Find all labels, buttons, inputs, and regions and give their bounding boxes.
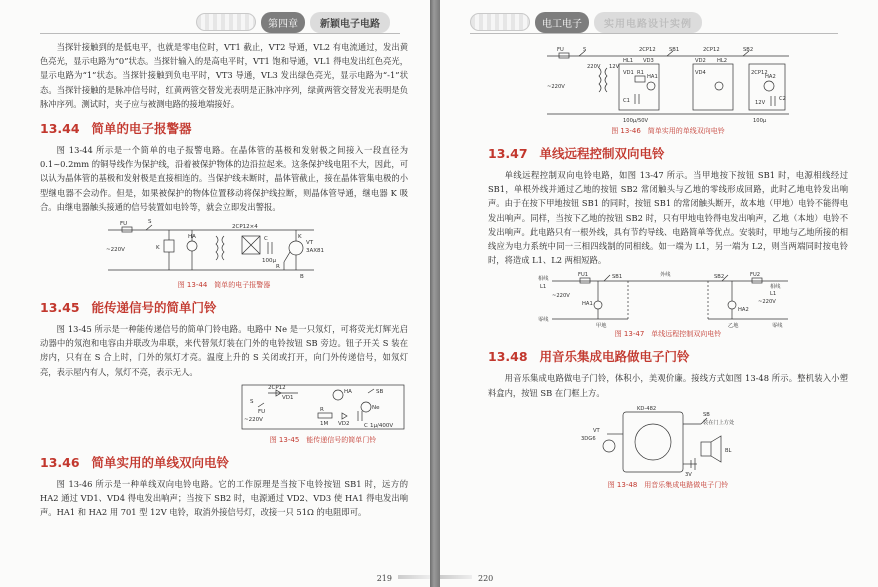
label-r: R [320, 406, 324, 413]
section-title: 用音乐集成电路做电子门铃 [539, 349, 690, 365]
label-bl: BL [725, 447, 732, 454]
section-number: 13.46 [40, 454, 80, 470]
label-c-value: 100μ [262, 258, 276, 265]
label-sb: SB [376, 388, 384, 395]
label-c2: C2 [779, 96, 786, 102]
label-outer-line: 外线 [660, 272, 671, 279]
label-sb2: SB2 [743, 47, 754, 53]
figure-13-47-caption: 图 13-47 单线远程控制双向电铃 [614, 330, 722, 339]
label-c: C [364, 422, 368, 429]
doorbell-circuit-diagram [238, 381, 408, 435]
section-13-45-text: 图 13-45 所示是一种能传递信号的简单门铃电路。电路中 Ne 是一只氖灯，可将荧光灯辉光启动器中的氖泡和电容由并联改为串联，来代替氖灯装在门外的电铃按钮 SB 旁边。钮子开关 S 装在房内，只有在 S 合上时，门外的氖灯才亮。温度上升的 S 关闭或打开，向门外传递信号，如氖灯亮，表示屋内有人，氖灯不亮，表示无人。 [40, 324, 408, 377]
figure-13-44 [104, 218, 344, 290]
label-fu1: FU1 [578, 272, 589, 279]
label-vd2: VD2 [695, 58, 706, 64]
label-fu2: FU2 [750, 272, 761, 279]
chapter-title: 新颖电子电路 [310, 12, 390, 33]
right-content [488, 40, 848, 563]
section-13-45-block [40, 322, 408, 379]
label-vd3: VD3 [643, 58, 654, 64]
label-hl1: HL1 [623, 58, 634, 64]
label-k: K [156, 245, 160, 252]
figure-13-45-caption: 图 13-45 能传递信号的简单门铃 [269, 435, 377, 444]
label-vd2: VD2 [338, 420, 350, 427]
label-s: S [250, 398, 254, 405]
figure-13-47 [538, 271, 798, 339]
label-ha1: HA1 [647, 74, 658, 80]
label-12v: 12V [609, 64, 620, 70]
header-rule [470, 33, 838, 34]
section-number: 13.48 [488, 349, 528, 365]
header-ornament [470, 13, 530, 31]
alarm-circuit-diagram [104, 218, 344, 280]
page-header-right [470, 10, 702, 34]
label-ha: HA [344, 388, 352, 395]
section-heading-13-44 [40, 119, 408, 137]
label-2cp12-3: 2CP12 [751, 70, 768, 76]
label-220v: ~220V [244, 416, 263, 423]
figure-13-46-caption: 图 13-46 简单实用的单线双向电铃 [611, 127, 725, 135]
label-c2-value: 100μ [753, 118, 767, 124]
label-ha1: HA1 [582, 301, 593, 308]
label-neutral-2: 零线 [772, 323, 783, 330]
label-l1: L1 [540, 284, 547, 291]
header-ornament [196, 13, 256, 31]
label-fu: FU [120, 221, 128, 228]
label-bridge: 2CP12×4 [232, 224, 258, 231]
label-220v: ~220V [106, 247, 125, 254]
label-vt: VT [593, 427, 600, 434]
label-ha2: HA2 [765, 74, 776, 80]
section-title: 简单实用的单线双向电铃 [91, 454, 230, 470]
section-number: 13.45 [40, 300, 80, 316]
page-turn-arrow-right [440, 575, 472, 579]
label-sb1: SB1 [612, 274, 623, 281]
label-site-b: 乙地 [728, 323, 739, 330]
book-title: 实用电路设计实例 [594, 12, 702, 33]
label-220v: ~220V [552, 293, 570, 300]
label-vd1: VD1 [282, 394, 294, 401]
label-vt-type: 3DG6 [581, 435, 596, 442]
label-vd1: VD1 [623, 70, 634, 76]
page-turn-arrow-left [398, 575, 430, 579]
section-13-47-text: 单线远程控制双向电铃电路，如图 13-47 所示。当甲地按下按钮 SB1 时，电源相线经过 SB1，单根外线并通过乙地的按钮 SB2 常闭触头与乙地的零线形成回路，此时乙地电铃发出响声。由于在按下甲地按钮 SB1 的同时，按钮 SB1 的常闭触头断开，故本地（甲地）电铃不能得电发出响声。同样，当按下乙地的按钮 SB2 时，只有甲地电铃得电发出响声，乙地（本地）电铃不发出响声。此电路只有一根外线，具有节约导线、电路简单等优点。安装时，甲地与乙地所接的相线应为电力系统中同一三相四线制的同相线。如一端为 L1，另一端为 L2，则当两端同时按电铃时，将造成 L1、L2 两相短路。 [488, 170, 848, 266]
label-hl2: HL2 [717, 58, 728, 64]
label-l1-2: L1 [770, 291, 777, 298]
label-c1: C1 [623, 98, 630, 104]
label-ne: Ne [372, 404, 380, 411]
section-heading-13-47 [488, 144, 848, 162]
section-13-48-text: 用音乐集成电路做电子门铃，体积小，美观价廉。接线方式如图 13-48 所示。整机装入小塑料盒内，按钮 SB 在门框上方。 [488, 373, 848, 398]
intro-paragraph: 当探针接触到的是低电平，也就是零电位时，VT1 截止，VT2 导通，VL2 有电流通过，发出黄色亮光，显示电路为“0”状态。当探针输入的是高电平时，VT1 饱和导通，VL1 得电发出红色亮光，显示电路为“1”状态。当探针接触到负电平时，VT3 导通，VL3 发出绿色亮光，显示电路为“-1”状态。当探针接触的是脉冲信号时，红黄两管交替发光表明是正脉冲序列，绿黄两管交替发光表明是负脉冲序列。测试时，夹子应与被测电路的接地端接好。 [40, 42, 408, 109]
book-spine [430, 0, 440, 587]
label-2cp12-1: 2CP12 [639, 47, 656, 53]
label-r: R [276, 264, 280, 271]
label-220v: ~220V [547, 84, 565, 90]
book-label: 电工电子 [535, 12, 589, 33]
label-fu: FU [258, 408, 266, 415]
label-12v-secondary: 12V [755, 100, 766, 106]
label-r1: R1 [637, 70, 644, 76]
label-sb-note: 装在门上方处 [703, 419, 735, 426]
section-number: 13.44 [40, 121, 80, 137]
left-page [0, 0, 430, 587]
label-ha: HA [188, 234, 196, 241]
label-k-contact: K [298, 234, 302, 241]
chapter-label: 第四章 [261, 12, 305, 33]
label-c-value: 1μ/400V [370, 422, 394, 429]
label-sb1: SB1 [669, 47, 680, 53]
label-phase-line-2: 相线 [770, 284, 781, 291]
header-rule [40, 33, 400, 34]
page-header-left [196, 10, 390, 34]
label-site-a: 甲地 [596, 323, 607, 330]
label-vt-type: 3AX81 [306, 248, 325, 255]
section-13-44-text: 图 13-44 所示是一个简单的电子报警电路。在晶体管的基极和发射极之间接入一段直径为 0.1~0.2mm 的铜导线作为保护线，沿着被保护物体的边沿拉起来。这条保护线电阻不大，因此，可以认为晶体管的基极和发射极是直接相连的。当保护线未断时，晶体管截止，接在晶体管集电极的小型继电器不会动作。但是，如果被保护的物体位置移动将保护线拉断，则晶体管导通，继电器 K 吸合。由继电器触头接通的信号装置如电铃等，就会立即发出警报。 [40, 145, 408, 212]
label-ha2: HA2 [738, 307, 749, 314]
label-220v-2: ~220V [758, 299, 776, 306]
label-phase-line: 相线 [538, 276, 549, 283]
label-r-value: 1M [320, 420, 329, 427]
label-220v-secondary: 220V [587, 64, 601, 70]
label-fu: FU [557, 47, 564, 53]
section-number: 13.47 [488, 146, 528, 161]
label-vd4: VD4 [695, 70, 706, 76]
section-13-46-text: 图 13-46 所示是一种单线双向电铃电路。它的工作原理是当按下电铃按钮 SB1 时，远方的 HA2 通过 VD1、VD4 得电发出响声；当按下 SB2 时，电源通过 VD2、VD3 使 HA1 得电发出响声。HA1 和 HA2 用 701 型 12V 电铃，取消外接信号灯，改接一只 51Ω 的电阻即可。 [40, 478, 408, 518]
figure-13-48-caption: 图 13-48 用音乐集成电路做电子门铃 [607, 480, 729, 489]
right-page [440, 0, 878, 587]
section-heading-13-45 [40, 298, 408, 316]
label-ic: KD-482 [637, 405, 657, 412]
label-sb: SB [703, 411, 710, 418]
figure-13-44-caption: 图 13-44 简单的电子报警器 [177, 281, 271, 290]
section-title: 单线远程控制双向电铃 [539, 146, 665, 161]
label-2cp12-2: 2CP12 [703, 47, 720, 53]
remote-bell-circuit-diagram [538, 271, 798, 329]
section-title: 能传递信号的简单门铃 [91, 300, 217, 316]
figure-13-48 [573, 404, 763, 490]
label-s: S [148, 219, 152, 226]
page-number-right: 220 [478, 574, 494, 583]
label-2cp12: 2CP12 [268, 384, 286, 391]
section-heading-13-48 [488, 347, 848, 365]
label-c1-value: 100μ/50V [623, 118, 649, 124]
left-content [40, 40, 408, 563]
page-number-left: 219 [376, 574, 392, 583]
label-s: S [583, 47, 587, 53]
label-c: C [264, 236, 268, 243]
label-neutral: 零线 [538, 317, 549, 324]
music-ic-doorbell-diagram [573, 404, 763, 480]
label-sb2: SB2 [714, 274, 725, 281]
label-b: B [300, 274, 304, 281]
two-way-bell-circuit-diagram [543, 44, 793, 126]
label-vt: VT [306, 240, 314, 247]
section-heading-13-46 [40, 453, 408, 471]
figure-13-46 [543, 44, 793, 136]
section-title: 简单的电子报警器 [91, 121, 192, 137]
label-3v: 3V [685, 471, 692, 478]
figure-13-45 [238, 381, 408, 445]
